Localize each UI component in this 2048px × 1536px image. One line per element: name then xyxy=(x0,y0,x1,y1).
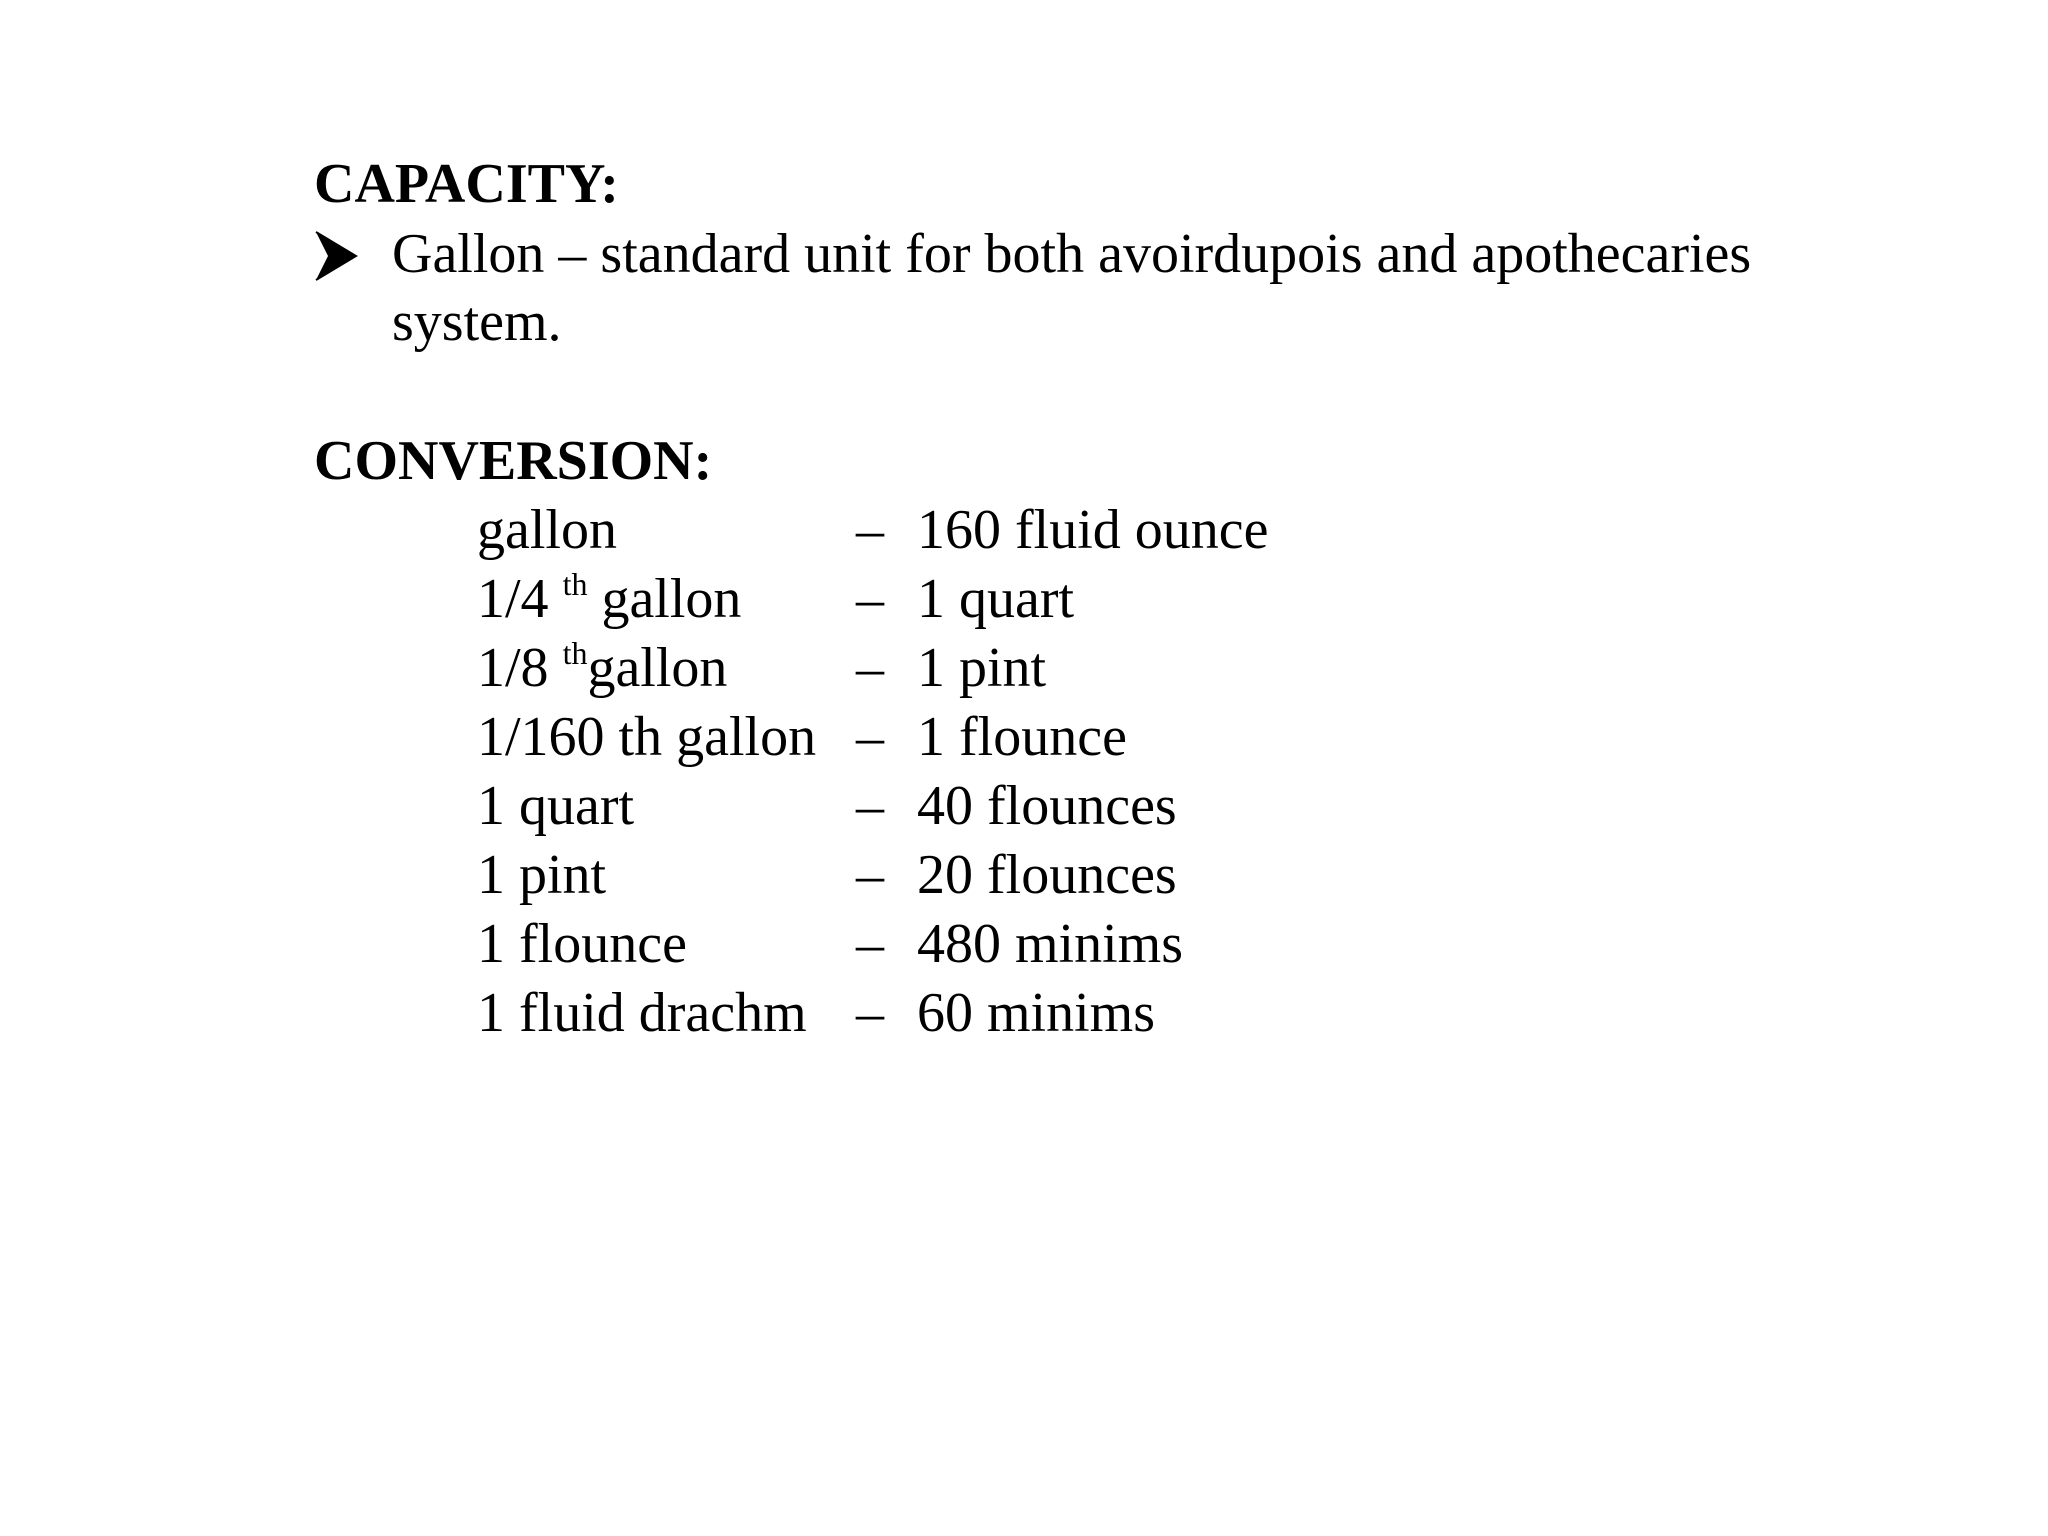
conversion-separator: – xyxy=(856,706,884,768)
conversion-separator: – xyxy=(856,775,884,837)
conversion-unit: 1/160 th gallon xyxy=(477,706,817,768)
capacity-bullet-text: Gallon – standard unit for both avoirdupois and apothecaries system. xyxy=(392,223,1752,353)
conversion-heading: CONVERSION: xyxy=(314,430,713,492)
conversion-equivalent: 60 minims xyxy=(917,982,1156,1044)
conversion-equivalent: 160 fluid ounce xyxy=(917,499,1269,561)
conversion-unit: 1 pint xyxy=(477,844,607,906)
conversion-equivalent: 1 pint xyxy=(917,637,1047,699)
ordinal-suffix: th xyxy=(562,566,588,602)
conversion-unit: 1/8 $^{th}$gallon xyxy=(477,635,728,699)
conversion-separator: – xyxy=(856,499,884,561)
conversion-unit: 1 flounce xyxy=(477,913,687,975)
conversion-unit: gallon xyxy=(477,499,617,561)
ordinal-suffix: th xyxy=(562,635,588,671)
conversion-unit: 1/4 $^{th}$ gallon xyxy=(477,566,742,630)
conversion-separator: – xyxy=(856,913,884,975)
conversion-separator: – xyxy=(856,982,884,1044)
conversion-equivalent: 480 minims xyxy=(917,913,1184,975)
conversion-separator: – xyxy=(856,637,884,699)
conversion-unit: 1 quart xyxy=(477,775,635,837)
conversion-equivalent: 40 flounces xyxy=(917,775,1177,837)
conversion-equivalent: 1 quart xyxy=(917,568,1075,630)
conversion-equivalent: 1 flounce xyxy=(917,706,1127,768)
arrow-bullet-icon xyxy=(314,228,358,284)
capacity-heading: CAPACITY: xyxy=(314,153,619,215)
conversion-unit: 1 fluid drachm xyxy=(477,982,807,1044)
conversion-separator: – xyxy=(856,568,884,630)
conversion-equivalent: 20 flounces xyxy=(917,844,1177,906)
conversion-separator: – xyxy=(856,844,884,906)
